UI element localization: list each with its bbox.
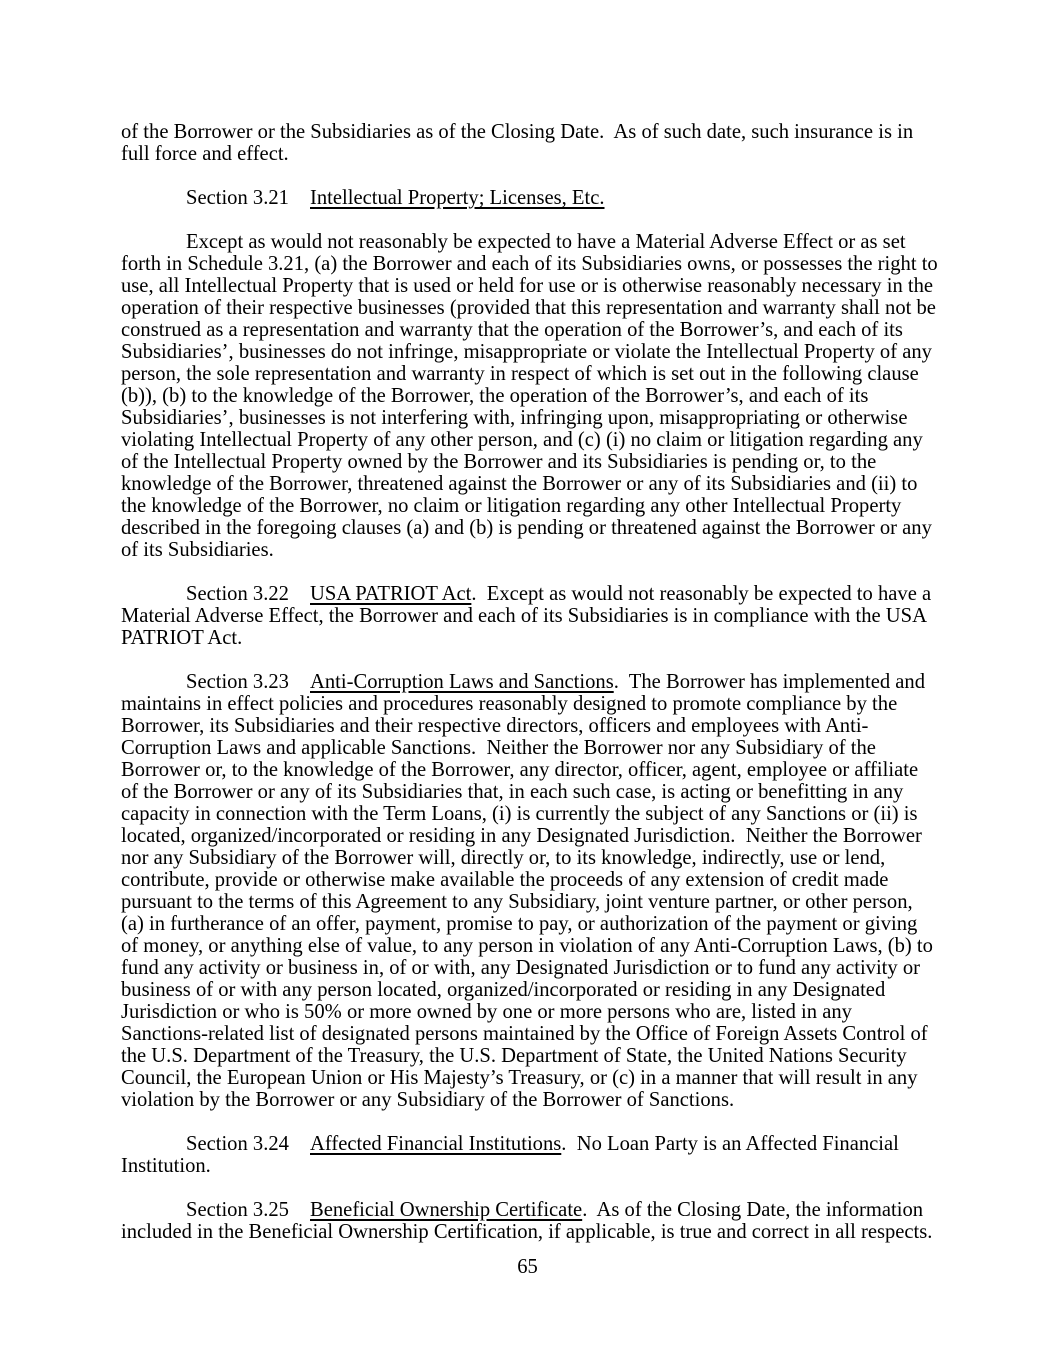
section-323-label: Section 3.23: [186, 671, 289, 693]
section-322-paragraph: [121, 583, 939, 649]
section-325-paragraph: [121, 1199, 939, 1243]
section-321-body-text: Except as would not reasonably be expected to have a Material Adverse Effect or as set forth in Schedule 3.21, (a) the Borrower and each of its Subsidiaries owns, or possesses the right to use, all Intellectual Property that is used or held for use or is otherwise reasonably necessary in the operation of their respective businesses (provided that this representation and warranty shall not be construed as a representation and warranty that the operation of the Borrower’s, and each of its Subsidiaries’, businesses do not infringe, misappropriate or violate the Intellectual Property of any person, the sole representation and warranty in respect of which is set out in the following clause (b)), (b) to the knowledge of the Borrower, the operation of the Borrower’s, and each of its Subsidiaries’, businesses is not interfering with, infringing upon, misappropriating or otherwise violating Intellectual Property of any other person, and (c) (i) no claim or litigation regarding any of the Intellectual Property owned by the Borrower and its Subsidiaries is pending or, to the knowledge of the Borrower, threatened against the Borrower or any of its Subsidiaries and (ii) to the knowledge of the Borrower, no claim or litigation regarding any other Intellectual Property described in the foregoing clauses (a) and (b) is pending or threatened against the Borrower or any of its Subsidiaries.: [121, 231, 943, 561]
section-321-title: Intellectual Property; Licenses, Etc.: [310, 187, 605, 209]
intro-paragraph: [121, 121, 939, 165]
section-322-title: USA PATRIOT Act: [310, 583, 472, 605]
section-324-label: Section 3.24: [186, 1133, 289, 1155]
section-321-label: Section 3.21: [186, 187, 289, 209]
section-324-paragraph: [121, 1133, 939, 1177]
section-322-body-text: . Except as would not reasonably be expected to have a Material Adverse Effect, the Borrower and each of its Subsidiaries is in compliance with the USA PATRIOT Act.: [121, 583, 937, 649]
intro-paragraph-text: of the Borrower or the Subsidiaries as of the Closing Date. As of such date, such insurance is in full force and effect.: [121, 121, 919, 165]
section-323-paragraph: [121, 671, 939, 1111]
section-325-title: Beneficial Ownership Certificate: [310, 1199, 583, 1221]
section-321-heading: [121, 187, 939, 209]
section-323-body-text: . The Borrower has implemented and maintains in effect policies and procedures reasonably designed to promote compliance by the Borrower, its Subsidiaries and their respective directors, officers and employees with Anti-Corruption Laws and applicable Sanctions. Neither the Borrower nor any Subsidiary of the Borrower or, to the knowledge of the Borrower, any director, officer, agent, employee or affiliate of the Borrower or any of its Subsidiaries that, in each such case, is acting or benefitting in any capacity in connection with the Term Loans, (i) is currently the subject of any Sanctions or (ii) is located, organized/incorporated or residing in any Designated Jurisdiction. Neither the Borrower nor any Subsidiary of the Borrower will, directly or, to its knowledge, indirectly, use or lend, contribute, provide or otherwise make available the proceeds of any extension of credit made pursuant to the terms of this Agreement to any Subsidiary, joint venture partner, or other person, (a) in furtherance of an offer, payment, promise to pay, or authorization of the payment or giving of money, or anything else of value, to any person in violation of any Anti-Corruption Laws, (b) to fund any activity or business in, of or with, any Designated Jurisdiction or to fund any activity or business of or with any person located, organized/incorporated or residing in any Designated Jurisdiction or who is 50% or more owned by one or more persons who are, listed in any Sanctions-related list of designated persons maintained by the Office of Foreign Assets Control of the U.S. Department of the Treasury, the U.S. Department of State, the United Nations Security Council, the European Union or His Majesty’s Treasury, or (c) in a manner that will result in any violation by the Borrower or any Subsidiary of the Borrower of Sanctions.: [121, 671, 939, 1111]
section-324-title: Affected Financial Institutions: [310, 1133, 562, 1155]
section-324-body-text: . No Loan Party is an Affected Financial Institution.: [121, 1133, 905, 1177]
section-322-label: Section 3.22: [186, 583, 289, 605]
section-323-title: Anti-Corruption Laws and Sanctions: [310, 671, 614, 693]
section-325-label: Section 3.25: [186, 1199, 289, 1221]
section-321-body: [121, 231, 943, 561]
page-number: 65: [517, 1256, 538, 1278]
section-325-body-text: . As of the Closing Date, the information included in the Beneficial Ownership Certification, if applicable, is true and correct in all respects.: [121, 1199, 933, 1243]
